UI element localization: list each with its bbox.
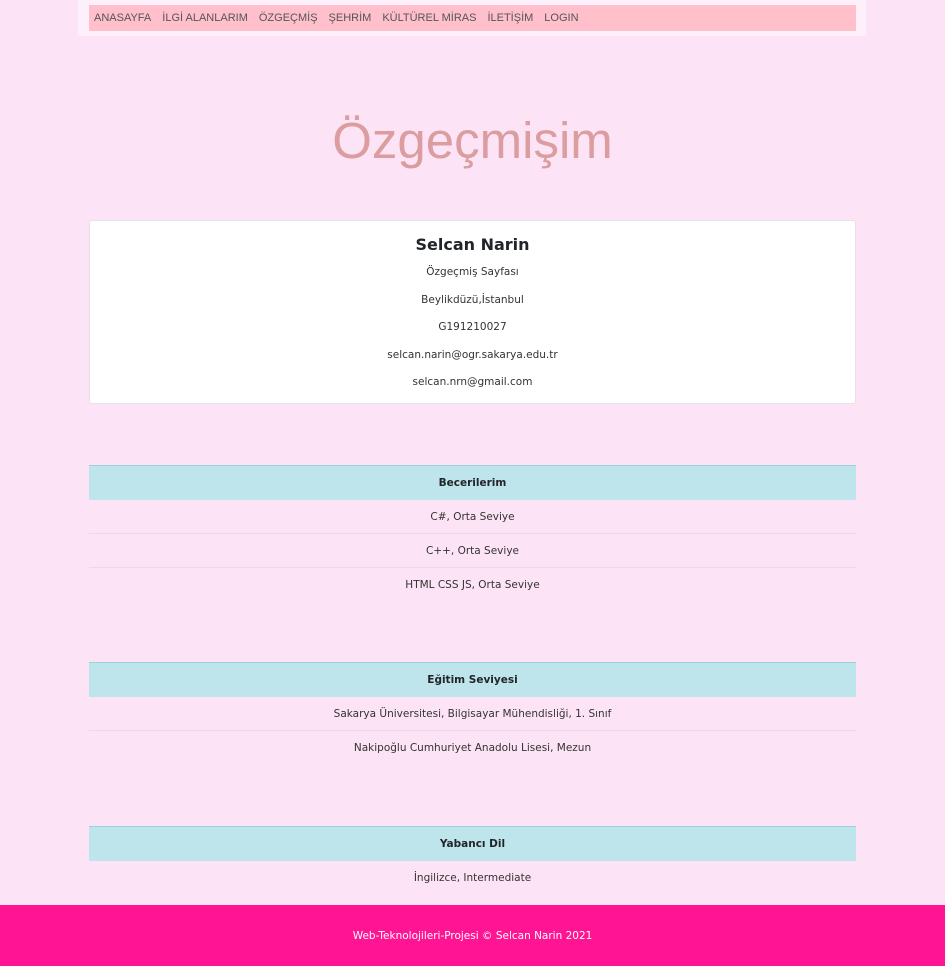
- nav-link-ozgecmis[interactable]: ÖZGEÇMİŞ: [258, 12, 318, 24]
- footer-text: Web-Teknolojileri-Projesi © Selcan Narin 2021: [352, 929, 593, 942]
- languages-table-header: Yabancı Dil: [89, 826, 856, 861]
- skills-row: C++, Orta Seviye: [89, 534, 856, 568]
- languages-row: İngilizce, Intermediate: [413, 872, 532, 884]
- profile-email-school: selcan.narin@ogr.sakarya.edu.tr: [387, 349, 558, 361]
- nav-link-anasayfa[interactable]: ANASAYFA: [94, 12, 152, 24]
- navbar: [89, 5, 856, 31]
- nav-link-login[interactable]: LOGIN: [544, 12, 579, 24]
- education-table-header: Eğitim Seviyesi: [89, 662, 856, 697]
- profile-email-personal: selcan.nrn@gmail.com: [412, 376, 533, 388]
- profile-student-id: G191210027: [438, 321, 507, 333]
- page-title: Özgeçmişim: [332, 112, 613, 169]
- footer: [0, 905, 945, 966]
- skills-row: HTML CSS JS, Orta Seviye: [405, 579, 540, 591]
- skills-table: [89, 465, 856, 602]
- nav-link-ilgi-alanlarim[interactable]: İLGİ ALANLARIM: [162, 12, 248, 24]
- navbar-container: [78, 0, 866, 36]
- languages-table: [89, 826, 856, 895]
- nav-link-kulturel-miras[interactable]: KÜLTÜREL MİRAS: [382, 12, 477, 24]
- profile-location: Beylikdüzü,İstanbul: [421, 294, 524, 306]
- education-row: Nakipoğlu Cumhuriyet Anadolu Lisesi, Mezun: [353, 742, 592, 754]
- skills-row: C#, Orta Seviye: [89, 500, 856, 534]
- profile-subtitle: Özgeçmiş Sayfası: [426, 266, 519, 278]
- education-row: Sakarya Üniversitesi, Bilgisayar Mühendisliği, 1. Sınıf: [89, 697, 856, 731]
- profile-card: [89, 220, 856, 404]
- profile-name: Selcan Narin: [415, 235, 530, 254]
- nav-link-sehrim[interactable]: ŞEHRİM: [328, 12, 372, 24]
- skills-table-header: Becerilerim: [89, 465, 856, 500]
- education-table: [89, 662, 856, 765]
- nav-link-iletisim[interactable]: İLETİŞİM: [487, 12, 534, 24]
